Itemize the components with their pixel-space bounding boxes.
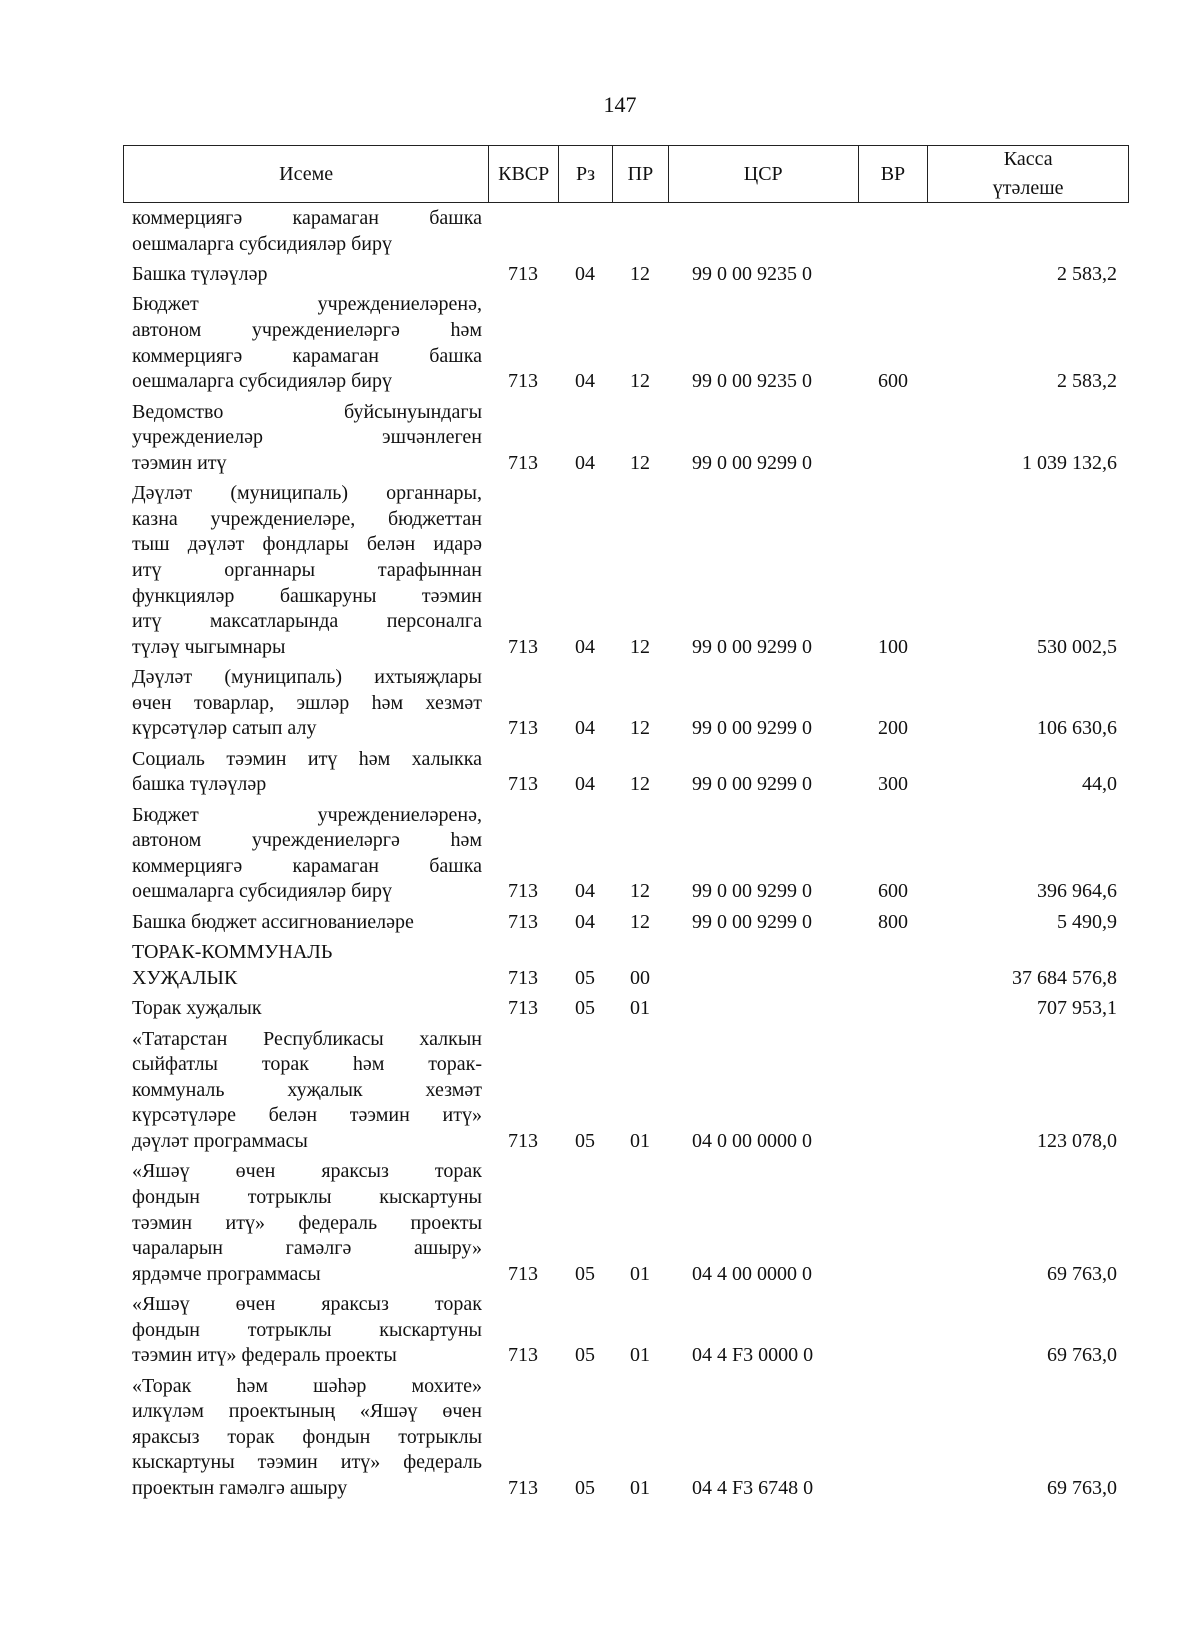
table-row [123,292,1129,394]
cell-vr: 800 [878,910,908,933]
cell-pr: 01 [630,1344,650,1367]
cell-kvsr: 713 [508,1477,538,1500]
name-line: итү органнары тарафыннан [132,558,482,581]
name-line: проектын гамәлгә ашыру [132,1477,348,1500]
header-vr: ВР [858,146,928,202]
cell-kvsr: 713 [508,262,538,285]
page-number: 147 [603,92,637,117]
cell-name [123,665,488,742]
header-name: Исеме [279,162,334,185]
cell-kvsr: 713 [508,773,538,796]
cell-name [123,1374,488,1502]
name-line: «Яшәү өчен яраксыз торак [132,1293,482,1316]
cell-kvsr: 713 [508,635,538,658]
cell-kvsr: 713 [508,880,538,903]
cell-pr: 12 [630,262,650,285]
cell-name [123,481,488,660]
header-csr: ЦСР [668,146,858,202]
name-line: коммерциягә карамаган башка [132,207,482,229]
cell-pr: 01 [630,1129,650,1152]
name-line: күрсәтүләр сатып алу [132,717,317,740]
header-pr: ПР [612,146,668,202]
name-line: тәэмин итү» федераль проекты [132,1211,482,1234]
cell-sum: 37 684 576,8 [1012,966,1117,989]
cell-rz: 05 [575,997,595,1020]
table-body [123,206,1129,1506]
cell-vr: 100 [878,635,908,658]
cell-csr: 04 0 00 0000 0 [692,1129,812,1152]
cell-kvsr: 713 [508,1129,538,1152]
name-line: фондын тотрыклы кыскартуны [132,1185,482,1208]
cell-name [123,940,488,991]
name-line: сыйфатлы торак һәм торак- [132,1053,482,1076]
name-line: ТОРАК-КОММУНАЛЬ [132,941,333,964]
name-line: фондын тотрыклы кыскартуны [132,1318,482,1341]
cell-kvsr: 713 [508,370,538,393]
cell-rz: 04 [575,370,595,393]
cell-name [123,292,488,394]
cell-pr: 12 [630,773,650,796]
cell-pr: 01 [630,997,650,1020]
cell-csr: 99 0 00 9299 0 [692,635,812,658]
cell-name [123,803,488,905]
name-line: илкүләм проектының «Яшәү өчен [132,1400,482,1423]
cell-name [123,1292,488,1369]
name-line: автоном учреждениеләргә һәм [132,829,482,852]
name-line: «Торак һәм шәһәр мохите» [132,1374,482,1397]
name-line: автоном учреждениеләргә һәм [132,318,482,341]
name-line: оешмаларга субсидияләр бирү [132,370,392,393]
cell-csr: 99 0 00 9299 0 [692,717,812,740]
cell-kvsr: 713 [508,451,538,474]
name-line: Бюджет учреждениеләренә, [132,803,482,826]
cell-csr: 04 4 00 0000 0 [692,1262,812,1285]
name-line: оешмаларга субсидияләр бирү [132,232,392,255]
cell-vr: 600 [878,370,908,393]
cell-kvsr: 713 [508,966,538,989]
cell-kvsr: 713 [508,910,538,933]
cell-sum: 106 630,6 [1037,717,1117,740]
name-line: ХУҖАЛЫК [132,966,238,989]
name-line: Бюджет учреждениеләренә, [132,293,482,316]
table-row [123,1374,1129,1502]
cell-name [123,747,488,798]
cell-rz: 05 [575,1129,595,1152]
name-line: яраксыз торак фондын тотрыклы [132,1425,482,1448]
cell-rz: 05 [575,1262,595,1285]
name-line: Социаль тәэмин итү һәм халыкка [132,747,482,770]
cell-sum: 2 583,2 [1057,262,1117,285]
cell-pr: 12 [630,451,650,474]
cell-name [123,206,488,257]
cell-name [123,996,488,1022]
cell-vr: 300 [878,773,908,796]
name-line: тәэмин итү [132,451,227,474]
cell-rz: 04 [575,880,595,903]
header-rz: Рз [558,146,612,202]
cell-sum: 123 078,0 [1037,1129,1117,1152]
name-line: учреждениеләр эшчәнлеген [132,426,482,449]
header-sum-line2: үтәлеше [992,177,1064,199]
cell-csr: 99 0 00 9299 0 [692,880,812,903]
cell-csr: 99 0 00 9299 0 [692,773,812,796]
cell-csr: 04 4 F3 0000 0 [692,1344,814,1367]
table-row [123,747,1129,798]
cell-csr: 99 0 00 9299 0 [692,910,812,933]
name-line: Торак хуҗалык [132,997,262,1020]
table-row [123,1292,1129,1369]
cell-vr: 600 [878,880,908,903]
cell-pr: 12 [630,635,650,658]
table-row [123,206,1129,257]
cell-csr: 04 4 F3 6748 0 [692,1477,814,1500]
cell-rz: 04 [575,910,595,933]
name-line: дәүләт программасы [132,1129,308,1152]
table-row [123,1159,1129,1287]
cell-kvsr: 713 [508,717,538,740]
name-line: казна учреждениеләре, бюджеттан [132,507,482,530]
name-line: коммерциягә карамаган башка [132,854,482,877]
name-line: кыскартуны тәэмин итү» федераль [132,1451,482,1474]
cell-vr: 200 [878,717,908,740]
name-line: коммуналь хуҗалык хезмәт [132,1078,482,1101]
cell-pr: 01 [630,1477,650,1500]
table-row [123,481,1129,660]
name-line: чараларын гамәлгә ашыру» [132,1237,482,1260]
name-line: тәэмин итү» федераль проекты [132,1344,397,1367]
name-line: башка түләүләр [132,773,267,796]
cell-sum: 396 964,6 [1037,880,1117,903]
name-line: өчен товарлар, эшләр һәм хезмәт [132,691,482,714]
cell-pr: 12 [630,910,650,933]
cell-sum: 69 763,0 [1047,1262,1117,1285]
cell-csr: 99 0 00 9235 0 [692,370,812,393]
table-row [123,1027,1129,1155]
cell-name [123,910,488,936]
table-row [123,803,1129,905]
table-row [123,910,1129,936]
name-line: Дәүләт (муниципаль) органнары, [132,482,482,505]
name-line: Дәүләт (муниципаль) ихтыяҗлары [132,666,482,689]
cell-pr: 00 [630,966,650,989]
name-line: оешмаларга субсидияләр бирү [132,880,392,903]
cell-rz: 05 [575,1344,595,1367]
name-line: функцияләр башкаруны тәэмин [132,584,482,607]
cell-sum: 5 490,9 [1057,910,1117,933]
cell-sum: 44,0 [1082,773,1117,796]
cell-sum: 1 039 132,6 [1022,451,1117,474]
name-line: күрсәтүләре белән тәэмин итү» [132,1104,482,1127]
cell-name [123,262,488,288]
cell-rz: 04 [575,635,595,658]
table-row [123,940,1129,991]
name-line: коммерциягә карамаган башка [132,344,482,367]
header-sum [927,146,1128,202]
cell-name [123,1159,488,1287]
cell-rz: 04 [575,262,595,285]
cell-sum: 69 763,0 [1047,1477,1117,1500]
cell-rz: 05 [575,1477,595,1500]
cell-pr: 12 [630,370,650,393]
name-line: «Яшәү өчен яраксыз торак [132,1160,482,1183]
table-header [123,145,1129,203]
name-line: «Татарстан Республикасы халкын [132,1027,482,1050]
cell-rz: 04 [575,773,595,796]
cell-csr: 99 0 00 9235 0 [692,262,812,285]
header-sum-line1: Касса [1003,148,1053,170]
name-line: итү максатларында персоналга [132,610,482,633]
table-row [123,400,1129,477]
header-kvsr: КВСР [488,146,558,202]
table-row [123,665,1129,742]
cell-sum: 69 763,0 [1047,1344,1117,1367]
table-row [123,996,1129,1022]
cell-pr: 01 [630,1262,650,1285]
cell-kvsr: 713 [508,997,538,1020]
cell-pr: 12 [630,717,650,740]
name-line: ярдәмче программасы [132,1262,321,1285]
cell-csr: 99 0 00 9299 0 [692,451,812,474]
cell-rz: 04 [575,717,595,740]
cell-rz: 04 [575,451,595,474]
cell-rz: 05 [575,966,595,989]
cell-name [123,1027,488,1155]
table-row [123,262,1129,288]
cell-name [123,400,488,477]
cell-kvsr: 713 [508,1262,538,1285]
name-line: түләү чыгымнары [132,635,286,658]
name-line: Ведомство буйсынуындагы [132,400,482,423]
cell-sum: 2 583,2 [1057,370,1117,393]
cell-kvsr: 713 [508,1344,538,1367]
name-line: Башка бюджет ассигнованиеләре [132,910,414,933]
name-line: Башка түләүләр [132,262,268,285]
cell-pr: 12 [630,880,650,903]
cell-sum: 707 953,1 [1037,997,1117,1020]
name-line: тыш дәүләт фондлары белән идарә [132,533,482,556]
cell-sum: 530 002,5 [1037,635,1117,658]
